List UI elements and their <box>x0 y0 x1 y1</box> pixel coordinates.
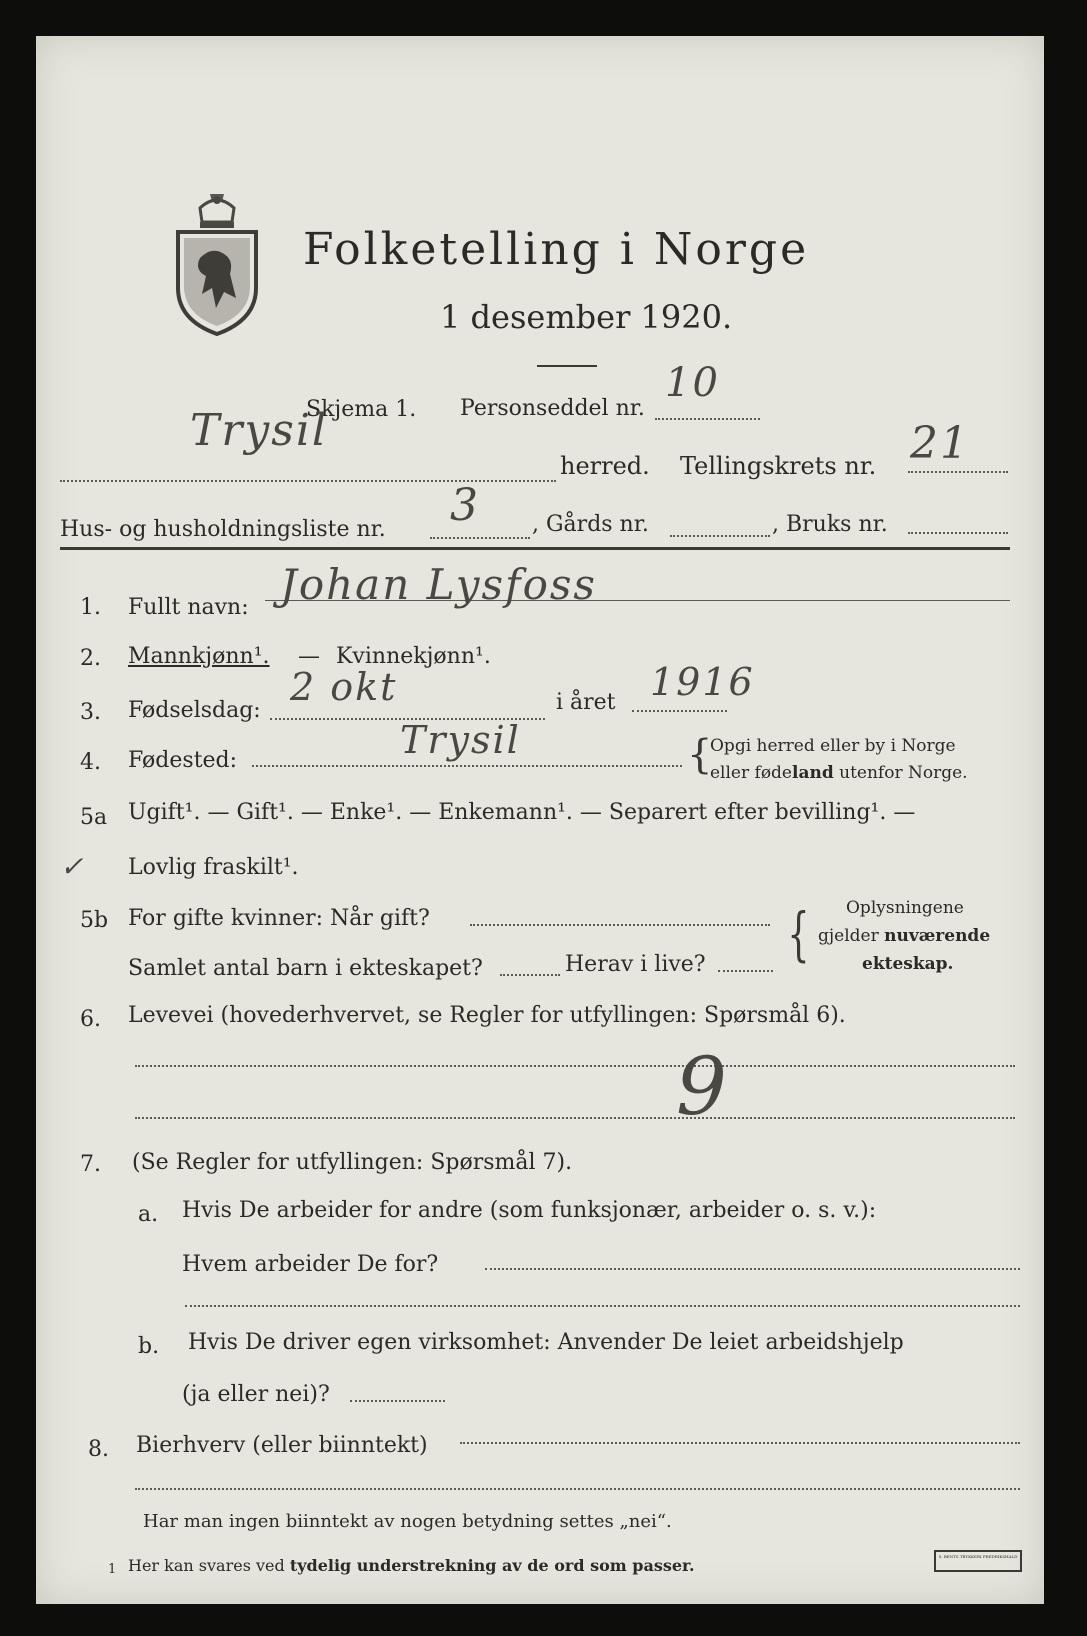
q3-year-label: i året <box>556 690 616 715</box>
husholdningsliste-line <box>430 537 530 539</box>
q4-note-line2: eller fødeland utenfor Norge. <box>710 763 968 783</box>
q1-full-name[interactable]: Johan Lysfoss <box>280 560 597 609</box>
q3-year-value[interactable]: 1916 <box>650 660 755 704</box>
tellingskrets-line <box>908 471 1008 473</box>
q7a-text: Hvis De arbeider for andre (som funksjonær, arbeider o. s. v.): <box>182 1198 877 1223</box>
q4-birthplace-value[interactable]: Trysil <box>400 718 521 762</box>
q5a-option-divorced[interactable]: Lovlig fraskilt¹. <box>128 855 299 880</box>
personseddel-label: Personseddel nr. <box>460 396 645 421</box>
q6-line1 <box>135 1065 1015 1067</box>
q7a-question: Hvem arbeider De for? <box>182 1252 439 1277</box>
q4-label: Fødested: <box>128 748 238 773</box>
q5b-note-line2: gjelder nuværende <box>818 926 991 946</box>
q7-number: 7. <box>80 1152 101 1177</box>
q7a-line2 <box>185 1305 1020 1307</box>
personseddel-value[interactable]: 10 <box>665 360 720 406</box>
tellingskrets-value[interactable]: 21 <box>910 418 970 469</box>
gards-line <box>670 535 770 537</box>
q2-male-option[interactable]: Mannkjønn¹. <box>128 644 270 669</box>
q5b-note-brace: { <box>787 900 810 968</box>
q8-number: 8. <box>88 1437 109 1462</box>
q6-line2 <box>135 1117 1015 1119</box>
coat-of-arms-icon <box>172 188 262 338</box>
q4-line <box>252 765 682 767</box>
printer-stamp: S. BENTS TRYKKERI FREDRIKSHALD <box>934 1550 1022 1572</box>
q7a-label: a. <box>138 1202 159 1227</box>
q5b-line1-label: For gifte kvinner: Når gift? <box>128 906 430 931</box>
q5b-children-line <box>500 974 560 976</box>
q4-number: 4. <box>80 750 101 775</box>
q5a-options[interactable]: Ugift¹. — Gift¹. — Enke¹. — Enkemann¹. — Separert efter bevilling¹. — <box>128 800 916 825</box>
form-title: Folketelling i Norge <box>303 224 810 275</box>
q5b-note-line3: ekteskap. <box>862 954 954 974</box>
q6-label: Levevei (hovederhvervet, se Regler for utfyllingen: Spørsmål 6). <box>128 1003 846 1028</box>
q4-note-line1: Opgi herred eller by i Norge <box>710 736 956 756</box>
q7b-label: b. <box>138 1334 160 1359</box>
bruks-label: , Bruks nr. <box>772 512 888 537</box>
q8-label: Bierhverv (eller biinntekt) <box>136 1433 428 1458</box>
herred-line <box>60 480 556 482</box>
q1-label: Fullt navn: <box>128 595 249 620</box>
q1-number: 1. <box>80 595 101 620</box>
q4-note-brace: { <box>687 732 713 778</box>
q8-line2 <box>135 1488 1020 1490</box>
tellingskrets-label: Tellingskrets nr. <box>680 452 877 480</box>
footnote-number: 1 <box>108 1562 117 1577</box>
gards-label: , Gårds nr. <box>532 512 649 537</box>
herred-value[interactable]: Trysil <box>190 405 328 456</box>
husholdningsliste-value[interactable]: 3 <box>450 480 480 531</box>
q5b-children-label: Samlet antal barn i ekteskapet? <box>128 956 483 981</box>
q5b-number: 5b <box>80 908 109 933</box>
q7-label: (Se Regler for utfyllingen: Spørsmål 7). <box>132 1150 573 1175</box>
herred-label: herred. <box>560 452 650 480</box>
q7a-line1 <box>485 1268 1020 1270</box>
q3-label: Fødselsdag: <box>128 698 261 723</box>
q8-line1 <box>460 1442 1020 1444</box>
q2-number: 2. <box>80 646 101 671</box>
section-divider <box>60 547 1010 550</box>
skjema-label: Skjema 1. <box>306 397 417 422</box>
q5b-alive-line <box>718 970 773 972</box>
q5b-alive-label: Herav i live? <box>565 952 706 977</box>
q5a-check-mark: ✓ <box>60 850 86 883</box>
q2-separator: — <box>298 644 320 669</box>
q5a-number: 5a <box>80 805 108 830</box>
q7b-text: Hvis De driver egen virksomhet: Anvender De leiet arbeidshjelp <box>188 1330 904 1355</box>
personseddel-line <box>655 418 760 420</box>
q7b-question: (ja eller nei)? <box>182 1382 330 1407</box>
footer-note: Har man ingen biinntekt av nogen betydning settes „nei“. <box>143 1511 672 1532</box>
q6-handwritten-mark[interactable]: 9 <box>676 1040 729 1133</box>
q3-year-line <box>632 710 727 712</box>
census-date: 1 desember 1920. <box>440 298 733 336</box>
q2-female-option[interactable]: Kvinnekjønn¹. <box>336 644 491 669</box>
footnote-text: Her kan svares ved tydelig understrekning av de ord som passer. <box>128 1556 695 1575</box>
q3-birthday-value[interactable]: 2 okt <box>290 665 398 709</box>
q5b-note-line1: Oplysningene <box>846 898 964 918</box>
bruks-line <box>908 532 1008 534</box>
title-divider <box>537 365 597 367</box>
q3-number: 3. <box>80 700 101 725</box>
husholdningsliste-label: Hus- og husholdningsliste nr. <box>60 517 386 542</box>
q6-number: 6. <box>80 1007 101 1032</box>
q5b-married-line <box>470 924 770 926</box>
q7b-line <box>350 1400 445 1402</box>
